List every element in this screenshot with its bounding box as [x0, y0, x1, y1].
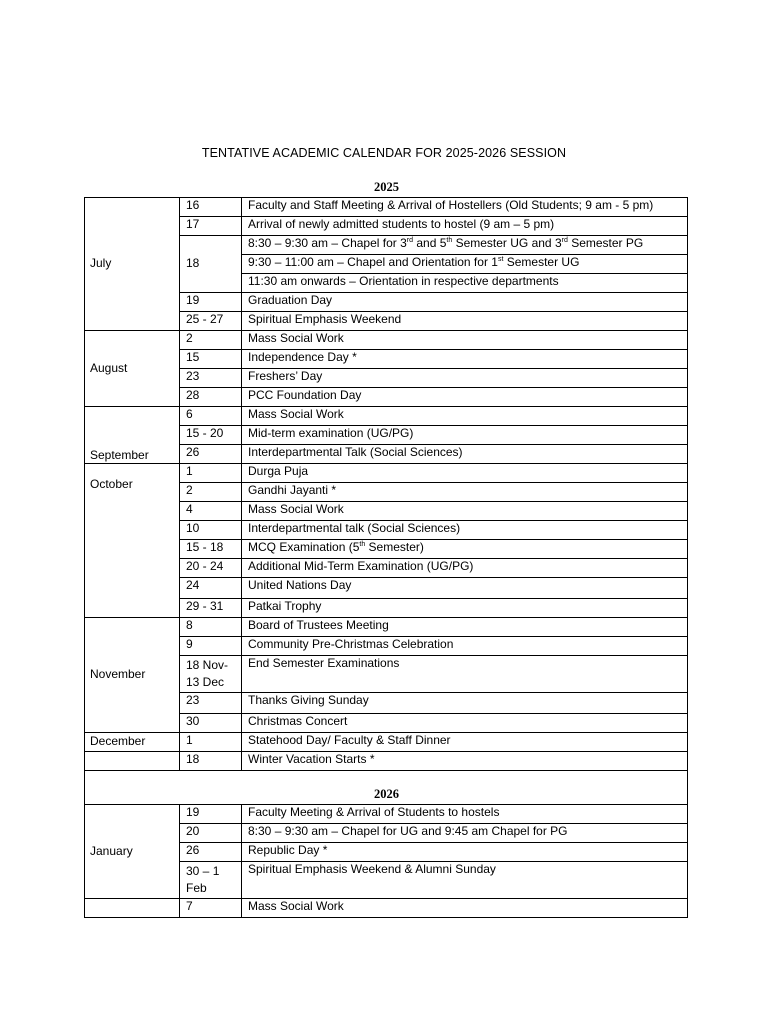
date-cell: 15 - 18 — [180, 540, 242, 559]
month-cell: July — [85, 198, 180, 331]
event-cell: Interdepartmental Talk (Social Sciences) — [242, 445, 688, 464]
event-cell: Thanks Giving Sunday — [242, 693, 688, 714]
date-cell: 26 — [180, 843, 242, 862]
event-cell: 8:30 – 9:30 am – Chapel for UG and 9:45 am Chapel for PG — [242, 824, 688, 843]
date-cell: 23 — [180, 693, 242, 714]
date-cell: 20 — [180, 824, 242, 843]
date-cell: 18 — [180, 752, 242, 771]
date-cell: 2 — [180, 483, 242, 502]
event-cell: Statehood Day/ Faculty & Staff Dinner — [242, 733, 688, 752]
event-cell: United Nations Day — [242, 578, 688, 599]
date-cell: 26 — [180, 445, 242, 464]
calendar-table — [84, 179, 688, 918]
date-cell: 19 — [180, 805, 242, 824]
table-row — [85, 618, 688, 637]
date-cell: 7 — [180, 899, 242, 918]
event-cell: Mid-term examination (UG/PG) — [242, 426, 688, 445]
event-cell: MCQ Examination (5th Semester) — [242, 540, 688, 559]
event-cell: Mass Social Work — [242, 331, 688, 350]
event-cell: Mass Social Work — [242, 502, 688, 521]
date-cell: 25 - 27 — [180, 312, 242, 331]
month-cell — [85, 752, 180, 771]
event-cell: Gandhi Jayanti * — [242, 483, 688, 502]
date-cell: 15 - 20 — [180, 426, 242, 445]
event-cell: Graduation Day — [242, 293, 688, 312]
event-cell: 8:30 – 9:30 am – Chapel for 3rd and 5th Semester UG and 3rd Semester PG — [242, 236, 688, 255]
month-cell: January — [85, 805, 180, 899]
table-row — [85, 464, 688, 483]
date-cell: 8 — [180, 618, 242, 637]
month-cell: December — [85, 733, 180, 752]
date-cell: 29 - 31 — [180, 599, 242, 618]
month-cell: October — [85, 464, 180, 618]
date-cell: 30 — [180, 714, 242, 733]
date-cell: 20 - 24 — [180, 559, 242, 578]
table-row — [85, 407, 688, 426]
year-heading: 2026 — [85, 771, 688, 805]
event-cell: Spiritual Emphasis Weekend & Alumni Sunday — [242, 862, 688, 899]
month-cell: November — [85, 618, 180, 733]
month-cell — [85, 899, 180, 918]
table-row — [85, 331, 688, 350]
month-cell: August — [85, 331, 180, 407]
date-cell: 18 Nov-13 Dec — [180, 656, 242, 693]
table-row — [85, 899, 688, 918]
event-cell: Spiritual Emphasis Weekend — [242, 312, 688, 331]
event-cell: 9:30 – 11:00 am – Chapel and Orientation for 1st Semester UG — [242, 255, 688, 274]
event-cell: Additional Mid-Term Examination (UG/PG) — [242, 559, 688, 578]
date-cell: 17 — [180, 217, 242, 236]
event-cell: 11:30 am onwards – Orientation in respective departments — [242, 274, 688, 293]
date-cell: 2 — [180, 331, 242, 350]
date-cell: 23 — [180, 369, 242, 388]
event-cell: Mass Social Work — [242, 899, 688, 918]
event-cell: Christmas Concert — [242, 714, 688, 733]
event-cell: Mass Social Work — [242, 407, 688, 426]
date-cell: 10 — [180, 521, 242, 540]
date-cell: 19 — [180, 293, 242, 312]
table-row — [85, 805, 688, 824]
event-cell: Faculty Meeting & Arrival of Students to hostels — [242, 805, 688, 824]
event-cell: Winter Vacation Starts * — [242, 752, 688, 771]
date-cell: 1 — [180, 464, 242, 483]
date-cell: 9 — [180, 637, 242, 656]
event-cell: Interdepartmental talk (Social Sciences) — [242, 521, 688, 540]
date-cell: 4 — [180, 502, 242, 521]
year-heading-row — [85, 179, 688, 198]
year-heading: 2025 — [85, 179, 688, 198]
event-cell: Independence Day * — [242, 350, 688, 369]
event-cell: Community Pre-Christmas Celebration — [242, 637, 688, 656]
table-row — [85, 752, 688, 771]
date-cell: 28 — [180, 388, 242, 407]
event-cell: Faculty and Staff Meeting & Arrival of Hostellers (Old Students; 9 am - 5 pm) — [242, 198, 688, 217]
date-cell: 6 — [180, 407, 242, 426]
date-cell: 30 – 1 Feb — [180, 862, 242, 899]
table-row — [85, 198, 688, 217]
date-cell: 1 — [180, 733, 242, 752]
date-cell: 16 — [180, 198, 242, 217]
month-cell: September — [85, 407, 180, 464]
event-cell: Republic Day * — [242, 843, 688, 862]
event-cell: Arrival of newly admitted students to hostel (9 am – 5 pm) — [242, 217, 688, 236]
event-cell: End Semester Examinations — [242, 656, 688, 693]
year-heading-row — [85, 771, 688, 805]
date-cell: 18 — [180, 236, 242, 293]
event-cell: Board of Trustees Meeting — [242, 618, 688, 637]
event-cell: Patkai Trophy — [242, 599, 688, 618]
event-cell: Durga Puja — [242, 464, 688, 483]
event-cell: Freshers’ Day — [242, 369, 688, 388]
date-cell: 15 — [180, 350, 242, 369]
table-row — [85, 733, 688, 752]
date-cell: 24 — [180, 578, 242, 599]
page-title: TENTATIVE ACADEMIC CALENDAR FOR 2025-2026 SESSION — [201, 146, 567, 160]
event-cell: PCC Foundation Day — [242, 388, 688, 407]
